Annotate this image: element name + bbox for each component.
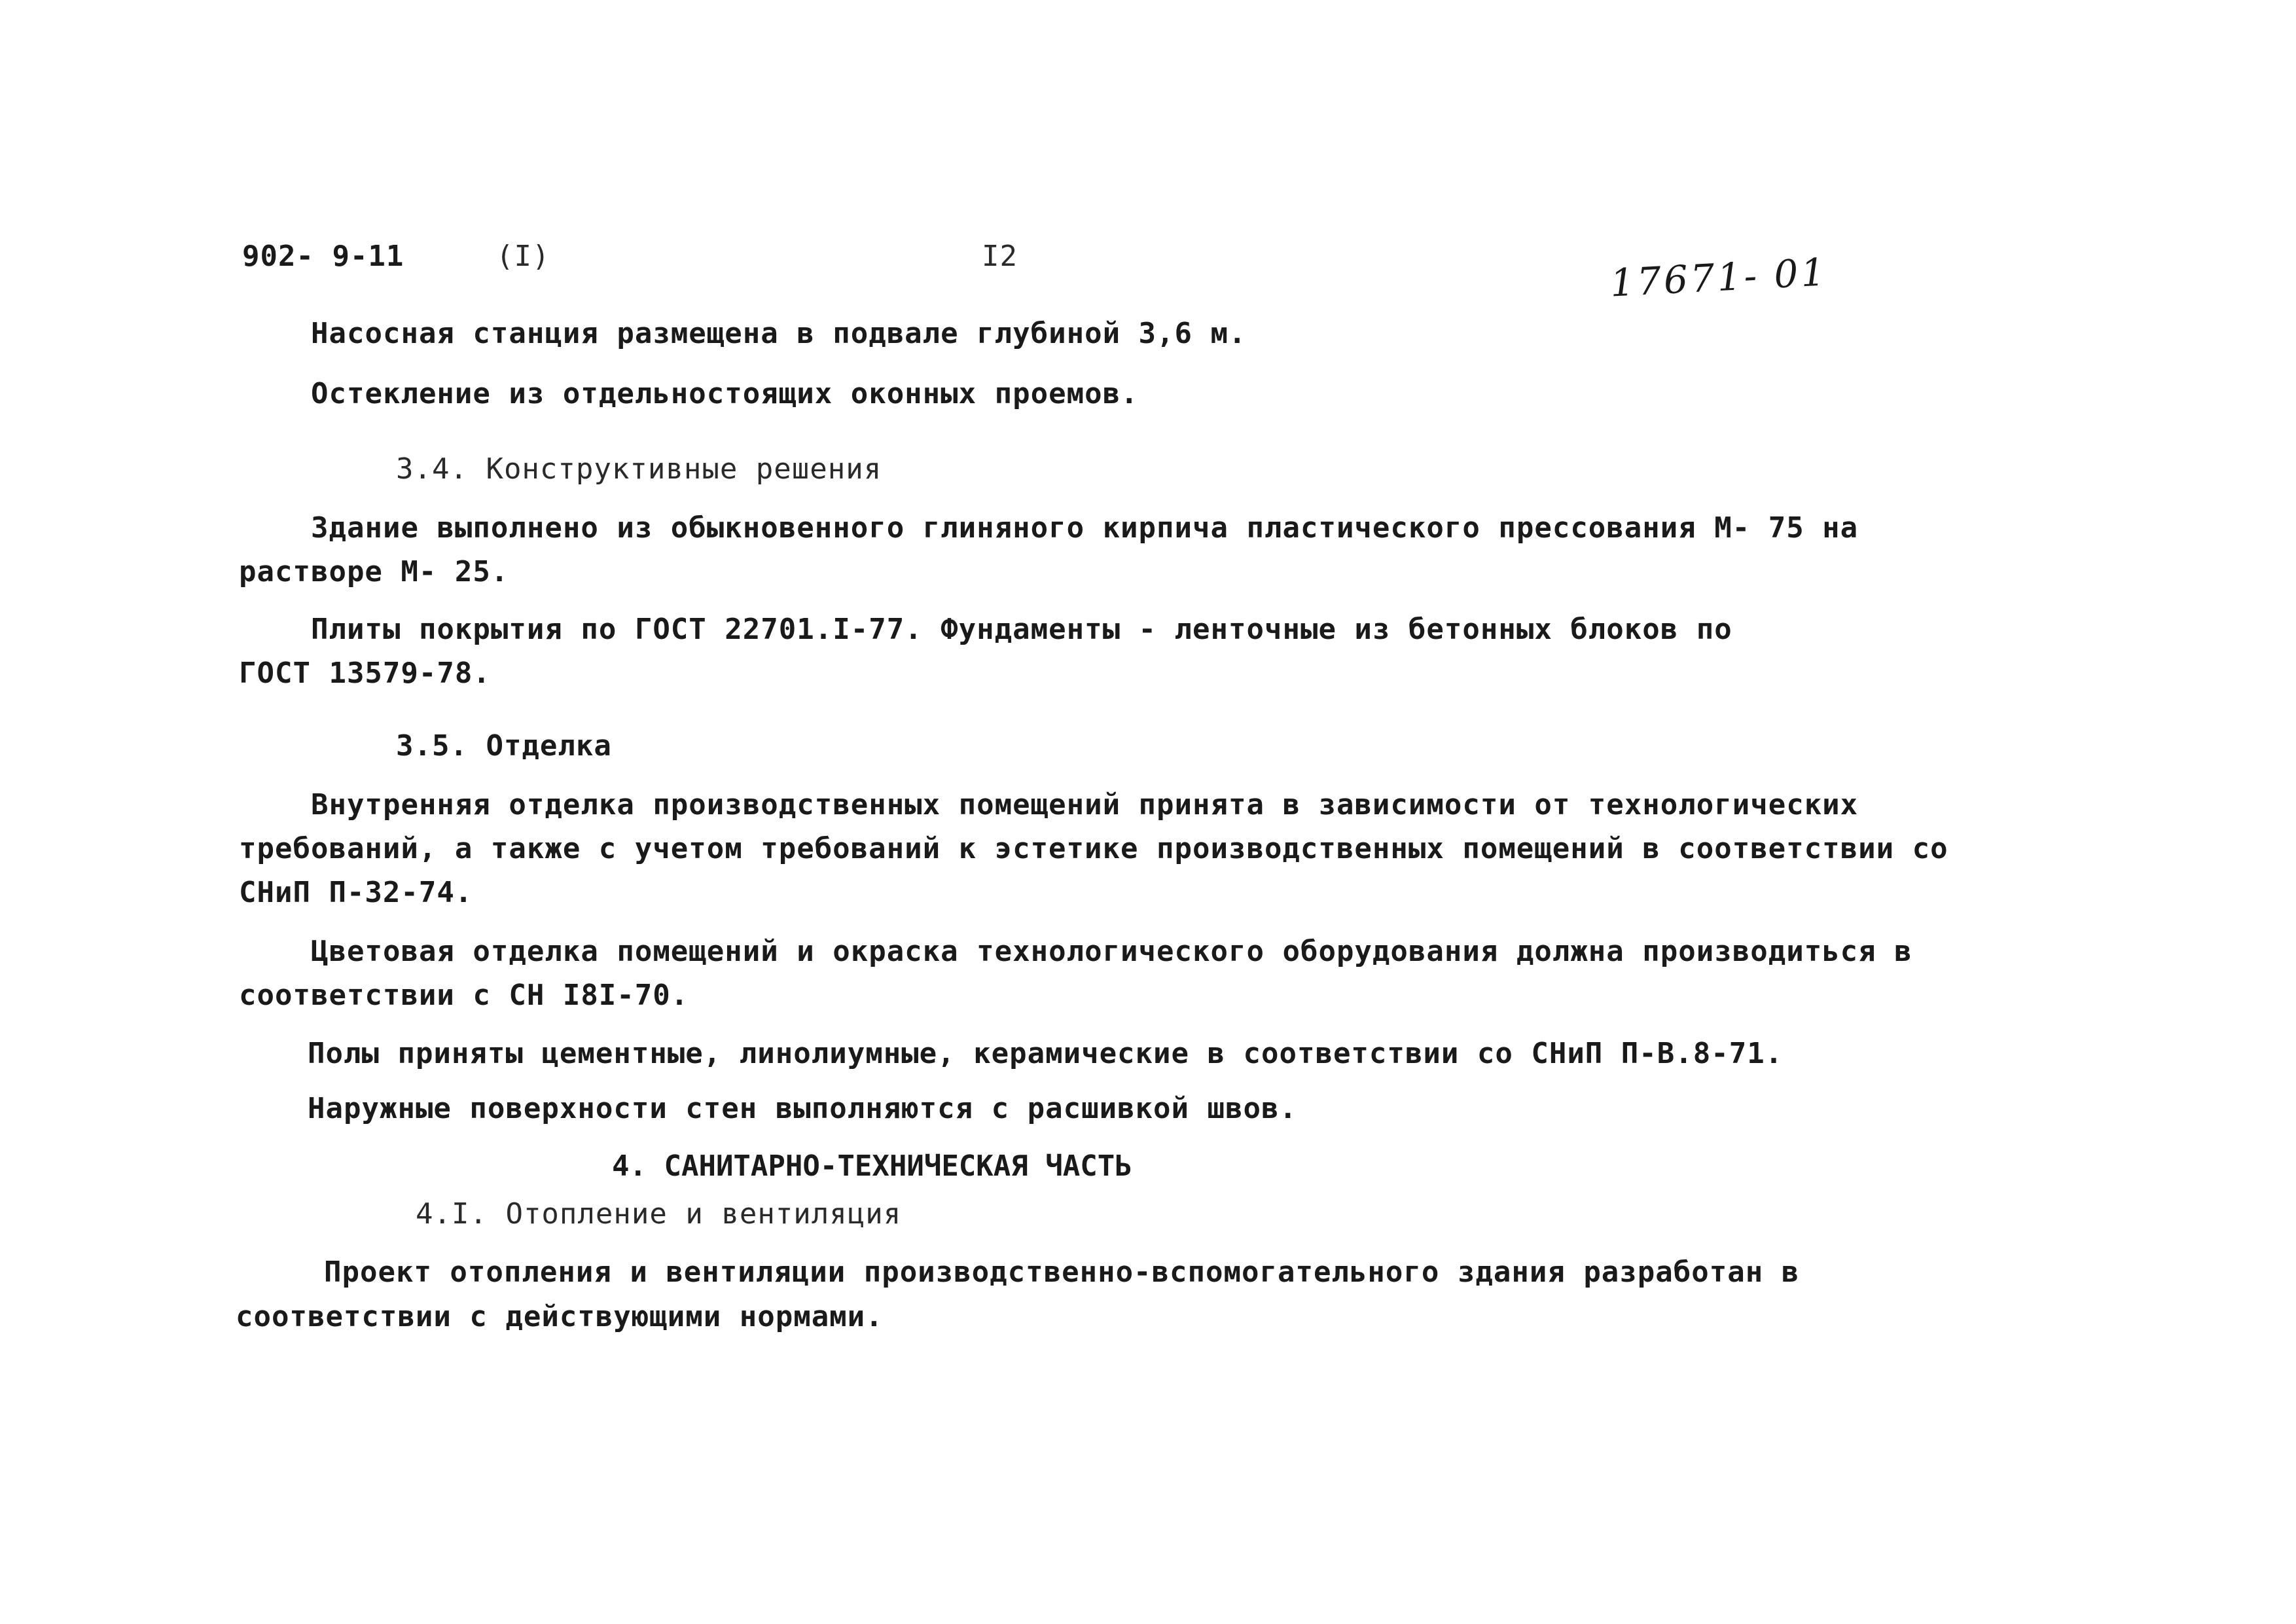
text-line: растворе М- 25. xyxy=(239,555,509,588)
text-line: Наружные поверхности стен выполняются с расшивкой швов. xyxy=(308,1092,1297,1125)
text-line: соответствии с действующими нормами. xyxy=(236,1300,884,1333)
section-heading: 3.5. Отделка xyxy=(396,729,612,763)
text-line: Цветовая отделка помещений и окраска технологического оборудования должна производиться в xyxy=(311,935,1912,968)
text-line: Остекление из отдельностоящих оконных проемов. xyxy=(311,377,1139,410)
section-heading: 4.I. Отопление и вентиляция xyxy=(416,1197,902,1231)
page-number: I2 xyxy=(982,240,1018,273)
text-line: ГОСТ 13579-78. xyxy=(239,657,491,690)
section-heading: 3.4. Конструктивные решения xyxy=(396,452,882,486)
text-line: Насосная станция размещена в подвале глубиной 3,6 м. xyxy=(311,317,1247,350)
text-line: Внутренняя отделка производственных помещений принята в зависимости от технологических xyxy=(311,788,1859,821)
text-line: Плиты покрытия по ГОСТ 22701.I-77. Фундаменты - ленточные из бетонных блоков по xyxy=(311,613,1732,646)
text-line: Здание выполнено из обыкновенного глиняного кирпича пластического прессования М- 75 на xyxy=(311,511,1859,545)
text-line: Полы приняты цементные, линолиумные, керамические в соответствии со СНиП П-В.8-71. xyxy=(308,1037,1784,1070)
text-line: Проект отопления и вентиляции производственно-вспомогательного здания разработан в xyxy=(324,1255,1800,1289)
text-line: соответствии с СН I8I-70. xyxy=(239,979,689,1012)
text-line: требований, а также с учетом требований к эстетике производственных помещений в соответствии со xyxy=(239,832,1948,865)
text-line: СНиП П-32-74. xyxy=(239,876,473,909)
document-code: 902- 9-11 xyxy=(242,240,404,273)
document-part: (I) xyxy=(496,240,550,273)
chapter-heading: 4. САНИТАРНО-ТЕХНИЧЕСКАЯ ЧАСТЬ xyxy=(612,1149,1132,1183)
handwritten-stamp-number: 17671- 01 xyxy=(1609,249,1829,306)
